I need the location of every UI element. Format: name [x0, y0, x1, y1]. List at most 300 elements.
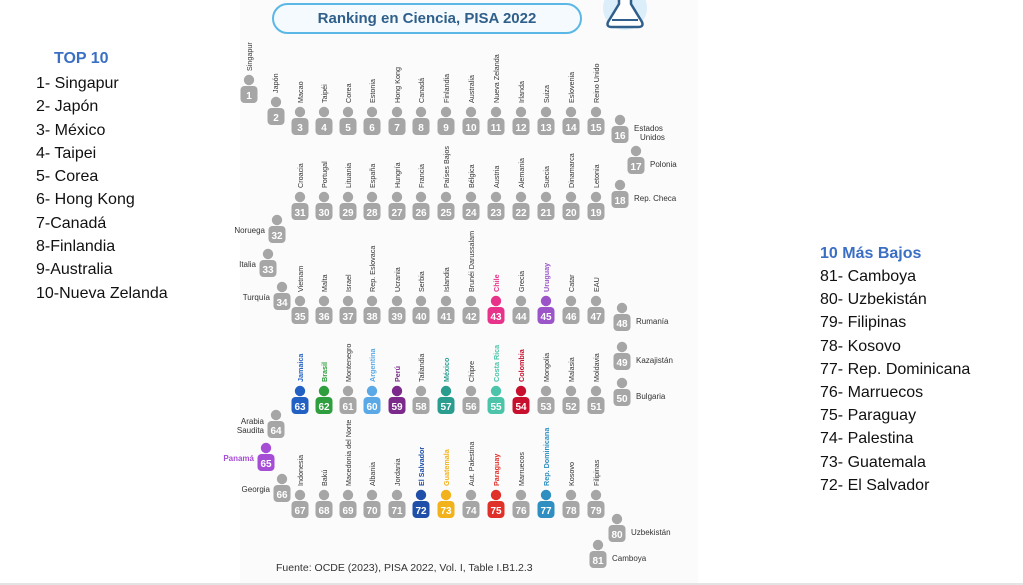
person-head-icon	[491, 386, 501, 396]
person-head-icon	[319, 296, 329, 306]
rank-number: 66	[276, 490, 288, 501]
country-label: Marruecos	[517, 452, 526, 486]
rank-figure	[488, 344, 505, 414]
rank-number: 41	[440, 312, 452, 323]
bottom10-item: 77- Rep. Dominicana	[820, 360, 971, 378]
rank-number: 27	[391, 208, 403, 219]
country-label: Paraguay	[492, 453, 501, 486]
rank-number: 65	[260, 459, 272, 470]
person-head-icon	[617, 303, 627, 313]
rank-figure	[513, 452, 530, 518]
rank-figure	[612, 180, 677, 208]
country-label: EAU	[592, 277, 601, 292]
person-head-icon	[319, 490, 329, 500]
country-label: Bulgaria	[636, 392, 666, 401]
country-label: Macedonia del Norte	[344, 419, 353, 486]
rank-number: 47	[590, 312, 602, 323]
rank-number: 78	[565, 506, 577, 517]
country-label: Nueva Zelanda	[492, 54, 501, 103]
country-label: Estonia	[368, 79, 377, 103]
rank-figure	[364, 347, 381, 414]
bottom10-title: 10 Más Bajos	[820, 245, 922, 262]
person-head-icon	[541, 296, 551, 306]
rank-figure	[389, 267, 406, 324]
rank-figure	[389, 458, 406, 518]
rank-number: 49	[616, 358, 628, 369]
bottom10-item: 79- Filipinas	[820, 314, 907, 332]
person-head-icon	[631, 146, 641, 156]
rank-number: 32	[271, 231, 283, 242]
person-head-icon	[441, 192, 451, 202]
country-label: Japón	[271, 73, 280, 93]
rank-figure	[612, 115, 665, 143]
person-head-icon	[343, 490, 353, 500]
person-head-icon	[244, 75, 254, 85]
rank-figure	[614, 303, 670, 331]
person-head-icon	[367, 490, 377, 500]
rank-number: 35	[294, 312, 306, 323]
rank-figure	[292, 455, 309, 518]
rank-number: 54	[515, 402, 527, 413]
country-label: Jordania	[393, 458, 402, 486]
rank-number: 55	[490, 402, 502, 413]
person-head-icon	[416, 192, 426, 202]
rank-figure	[438, 74, 455, 135]
bottom10-item: 81- Camboya	[820, 268, 917, 285]
person-head-icon	[617, 342, 627, 352]
country-label: El Salvador	[417, 446, 426, 486]
person-head-icon	[295, 386, 305, 396]
rank-figure	[340, 83, 357, 135]
country-label: Rep. Eslovaca	[368, 245, 377, 292]
bottom10-item: 78- Kosovo	[820, 337, 901, 355]
rank-figure	[463, 75, 480, 135]
rank-figure	[316, 362, 333, 414]
rank-number: 8	[418, 123, 424, 134]
rank-number: 67	[294, 506, 306, 517]
rank-number: 37	[342, 312, 354, 323]
country-label: Moldavia	[592, 353, 601, 382]
rank-figure	[563, 153, 580, 220]
person-head-icon	[591, 490, 601, 500]
rank-number: 22	[515, 208, 527, 219]
country-label: Rep. Checa	[634, 194, 677, 203]
person-head-icon	[491, 296, 501, 306]
rank-number: 15	[590, 123, 602, 134]
person-head-icon	[591, 107, 601, 117]
rank-figure	[340, 163, 357, 220]
rank-number: 70	[366, 506, 378, 517]
rank-number: 28	[366, 208, 378, 219]
rank-number: 31	[294, 208, 306, 219]
person-head-icon	[441, 107, 451, 117]
country-label: Perú	[393, 366, 402, 382]
bottom10-panel	[820, 245, 1020, 497]
person-head-icon	[566, 490, 576, 500]
rank-figure	[513, 271, 530, 324]
country-label: Letonia	[592, 164, 601, 188]
rank-figure	[242, 474, 291, 502]
rank-number: 52	[565, 402, 577, 413]
person-head-icon	[541, 192, 551, 202]
rank-figure	[513, 158, 530, 220]
country-label: Rumanía	[636, 317, 669, 326]
person-head-icon	[516, 386, 526, 396]
rank-number: 29	[342, 208, 354, 219]
country-label: Canadá	[417, 77, 426, 103]
rank-figure	[223, 443, 274, 471]
rank-figure	[389, 162, 406, 220]
rank-figure	[234, 215, 285, 243]
country-label: Singapur	[245, 42, 254, 71]
rank-figure	[316, 84, 333, 135]
rank-figure	[292, 163, 309, 220]
country-label: Arabia Saudita	[236, 417, 264, 435]
country-label: Georgia	[241, 485, 270, 494]
rank-number: 17	[630, 162, 642, 173]
rank-figure	[513, 81, 530, 135]
country-label: Indonesia	[296, 454, 305, 486]
rank-number: 20	[565, 208, 577, 219]
rank-figure	[538, 85, 555, 135]
person-head-icon	[392, 386, 402, 396]
rank-number: 64	[270, 426, 282, 437]
person-head-icon	[277, 474, 287, 484]
rank-figure	[513, 348, 530, 414]
person-head-icon	[295, 107, 305, 117]
person-head-icon	[367, 296, 377, 306]
person-head-icon	[392, 192, 402, 202]
rank-figure	[438, 357, 455, 414]
rank-number: 10	[465, 123, 477, 134]
rank-number: 5	[345, 123, 351, 134]
person-head-icon	[271, 97, 281, 107]
person-head-icon	[367, 107, 377, 117]
person-head-icon	[466, 386, 476, 396]
rank-number: 3	[297, 123, 303, 134]
rank-figure	[563, 357, 580, 414]
rank-number: 24	[465, 208, 477, 219]
rank-figure	[389, 366, 406, 414]
rank-number: 25	[440, 208, 452, 219]
rank-figure	[488, 54, 505, 135]
country-label: Grecia	[517, 270, 526, 292]
rank-number: 60	[366, 402, 378, 413]
rank-figure	[268, 73, 285, 125]
rank-number: 71	[391, 506, 403, 517]
person-head-icon	[271, 410, 281, 420]
rank-number: 56	[465, 402, 477, 413]
rank-figure	[316, 470, 333, 518]
top10-item: 3- México	[36, 121, 106, 139]
rank-figure	[413, 447, 430, 518]
country-label: Portugal	[320, 161, 329, 188]
country-label: Alemania	[517, 158, 526, 188]
rank-figure	[538, 263, 555, 324]
top10-title: TOP 10	[54, 50, 109, 67]
country-label: Suecia	[542, 166, 551, 188]
rank-figure	[463, 231, 480, 324]
person-head-icon	[392, 296, 402, 306]
person-head-icon	[416, 107, 426, 117]
rank-number: 61	[342, 402, 354, 413]
country-label: Rep. Dominicana	[542, 427, 551, 486]
bottom10-item: 72- El Salvador	[820, 476, 930, 494]
country-label: Taipéi	[320, 84, 329, 103]
person-head-icon	[591, 192, 601, 202]
rank-number: 42	[465, 312, 477, 323]
rank-number: 23	[490, 208, 502, 219]
country-label: Eslovenia	[567, 71, 576, 103]
bottom10-item: 74- Palestina	[820, 430, 914, 448]
country-label: Austria	[492, 165, 501, 188]
rank-figure	[488, 454, 505, 518]
person-head-icon	[343, 107, 353, 117]
person-head-icon	[466, 107, 476, 117]
person-head-icon	[541, 490, 551, 500]
rank-figure	[438, 267, 455, 324]
rank-figure	[389, 67, 406, 135]
rank-figure	[413, 271, 430, 324]
rank-figure	[292, 353, 309, 414]
top10-item: 10-Nueva Zelanda	[36, 284, 168, 302]
country-label: Dinamarca	[567, 153, 576, 188]
rank-number: 39	[391, 312, 403, 323]
person-head-icon	[367, 386, 377, 396]
person-head-icon	[392, 490, 402, 500]
bottom10-item: 73- Guatemala	[820, 453, 926, 471]
person-head-icon	[566, 107, 576, 117]
rank-figure	[538, 353, 555, 414]
rank-figure	[563, 72, 580, 135]
person-head-icon	[416, 490, 426, 500]
country-label: Finlandia	[442, 73, 451, 103]
person-head-icon	[591, 386, 601, 396]
country-label: Noruega	[234, 226, 265, 235]
person-head-icon	[516, 490, 526, 500]
person-head-icon	[491, 192, 501, 202]
country-label: Francia	[417, 164, 426, 188]
country-label: Panamá	[223, 454, 254, 463]
country-label: Tailandia	[417, 353, 426, 382]
rank-number: 12	[515, 123, 527, 134]
country-label: Corea	[344, 83, 353, 103]
country-label: Países Bajos	[442, 146, 451, 188]
person-head-icon	[263, 249, 273, 259]
rank-number: 53	[540, 402, 552, 413]
country-label: Polonia	[650, 160, 677, 169]
person-head-icon	[466, 296, 476, 306]
top10-item: 4- Taipei	[36, 144, 97, 162]
rank-figure	[588, 164, 605, 220]
country-label: México	[442, 357, 451, 382]
country-label: Uruguay	[542, 262, 551, 292]
rank-figure	[588, 63, 605, 135]
rank-figure	[588, 353, 605, 414]
person-head-icon	[343, 296, 353, 306]
country-label: Catar	[567, 274, 576, 292]
rank-figure	[243, 282, 291, 310]
rank-number: 59	[391, 402, 403, 413]
rank-number: 51	[590, 402, 602, 413]
rank-number: 45	[540, 312, 552, 323]
rank-number: 34	[276, 298, 288, 309]
country-label: Malasia	[567, 357, 576, 382]
rank-figure	[609, 514, 671, 542]
person-head-icon	[319, 107, 329, 117]
rank-figure	[590, 540, 647, 568]
rank-figure	[563, 274, 580, 324]
country-label: Estados Unidos	[634, 124, 665, 142]
person-head-icon	[295, 296, 305, 306]
country-label: Guatemala	[442, 449, 451, 486]
country-label: Bakú	[320, 469, 329, 486]
country-label: Aut. Palestina	[467, 441, 476, 486]
rank-number: 30	[318, 208, 330, 219]
rank-number: 11	[490, 123, 502, 134]
country-label: Macao	[296, 81, 305, 103]
country-label: Albania	[368, 462, 377, 486]
rank-figure	[438, 146, 455, 220]
country-label: Brasil	[320, 362, 329, 382]
rank-figure	[364, 164, 381, 220]
top10-item: 2- Japón	[36, 98, 99, 116]
rank-figure	[241, 42, 258, 103]
top10-item: 7-Canadá	[36, 214, 107, 232]
rank-number: 33	[262, 265, 274, 276]
rank-figure	[538, 427, 555, 518]
rank-number: 77	[540, 506, 552, 517]
rank-number: 79	[590, 506, 602, 517]
rank-number: 9	[443, 123, 449, 134]
rank-number: 74	[465, 506, 477, 517]
person-head-icon	[295, 192, 305, 202]
rank-figure	[364, 246, 381, 324]
rank-number: 57	[440, 402, 452, 413]
rank-number: 43	[490, 312, 502, 323]
rank-figure	[292, 266, 309, 324]
rank-number: 16	[614, 131, 626, 142]
person-head-icon	[491, 490, 501, 500]
person-head-icon	[516, 192, 526, 202]
country-label: Brunéi Darussalam	[467, 230, 476, 292]
rank-number: 76	[515, 506, 527, 517]
rank-figure	[614, 378, 666, 406]
country-label: Colombia	[517, 349, 526, 382]
person-head-icon	[541, 107, 551, 117]
country-label: Turquía	[242, 293, 270, 302]
rank-number: 2	[273, 113, 279, 124]
top10-item: 5- Corea	[36, 168, 99, 186]
rank-figure	[438, 448, 455, 518]
rank-figure	[628, 146, 678, 174]
rank-number: 73	[440, 506, 452, 517]
rank-number: 62	[318, 402, 330, 413]
person-head-icon	[343, 192, 353, 202]
top10-item: 1- Singapur	[36, 75, 119, 92]
person-head-icon	[416, 386, 426, 396]
country-label: Chipre	[467, 360, 476, 382]
person-head-icon	[541, 386, 551, 396]
rank-figure	[463, 164, 480, 220]
rank-number: 80	[611, 530, 623, 541]
person-head-icon	[615, 180, 625, 190]
country-label: Uzbekistán	[631, 528, 671, 537]
country-label: Kosovo	[567, 462, 576, 486]
rank-figure	[588, 277, 605, 324]
country-label: Israel	[344, 274, 353, 292]
rank-figure	[588, 459, 605, 518]
country-label: Italia	[239, 260, 256, 269]
rank-figure	[463, 361, 480, 414]
rank-number: 7	[394, 123, 400, 134]
rank-number: 18	[614, 196, 626, 207]
person-head-icon	[591, 296, 601, 306]
person-head-icon	[367, 192, 377, 202]
rank-number: 69	[342, 506, 354, 517]
person-head-icon	[319, 192, 329, 202]
rank-number: 13	[540, 123, 552, 134]
country-label: Kazajistán	[636, 356, 673, 365]
country-label: Lituania	[344, 162, 353, 188]
country-label: Australia	[467, 75, 476, 103]
country-label: Costa Rica	[492, 344, 501, 382]
person-head-icon	[441, 490, 451, 500]
rank-figure	[463, 442, 480, 518]
rank-number: 63	[294, 402, 306, 413]
person-head-icon	[593, 540, 603, 550]
country-label: Filipinas	[592, 459, 601, 486]
country-label: Malta	[320, 274, 329, 292]
rank-number: 46	[565, 312, 577, 323]
rank-figure	[364, 79, 381, 135]
top10-item: 6- Hong Kong	[36, 191, 135, 209]
rank-figure	[364, 462, 381, 518]
rank-figure	[563, 462, 580, 518]
rank-figure	[614, 342, 673, 370]
rank-number: 4	[321, 123, 327, 134]
rank-figure	[413, 164, 430, 220]
rank-number: 72	[415, 506, 427, 517]
person-head-icon	[272, 215, 282, 225]
rank-number: 44	[515, 312, 527, 323]
person-head-icon	[441, 296, 451, 306]
rank-figure	[316, 161, 333, 220]
person-head-icon	[295, 490, 305, 500]
rank-number: 38	[366, 312, 378, 323]
person-head-icon	[441, 386, 451, 396]
rank-figure	[340, 344, 357, 414]
country-label: Mongolia	[542, 352, 551, 382]
rank-number: 26	[415, 208, 427, 219]
bottom10-item: 80- Uzbekistán	[820, 291, 927, 309]
rank-number: 48	[616, 319, 628, 330]
country-label: Jamaica	[296, 353, 305, 382]
rank-figure	[413, 354, 430, 414]
person-head-icon	[392, 107, 402, 117]
rank-figure	[239, 249, 276, 277]
rank-number: 6	[369, 123, 375, 134]
rank-figure	[237, 410, 285, 438]
flask-icon	[588, 0, 662, 32]
person-head-icon	[466, 192, 476, 202]
country-label: Irlanda	[517, 81, 526, 103]
bottom10-item: 75- Paraguay	[820, 407, 917, 425]
person-head-icon	[261, 443, 271, 453]
person-head-icon	[516, 296, 526, 306]
person-head-icon	[277, 282, 287, 292]
country-label: Reino Unido	[592, 63, 601, 103]
